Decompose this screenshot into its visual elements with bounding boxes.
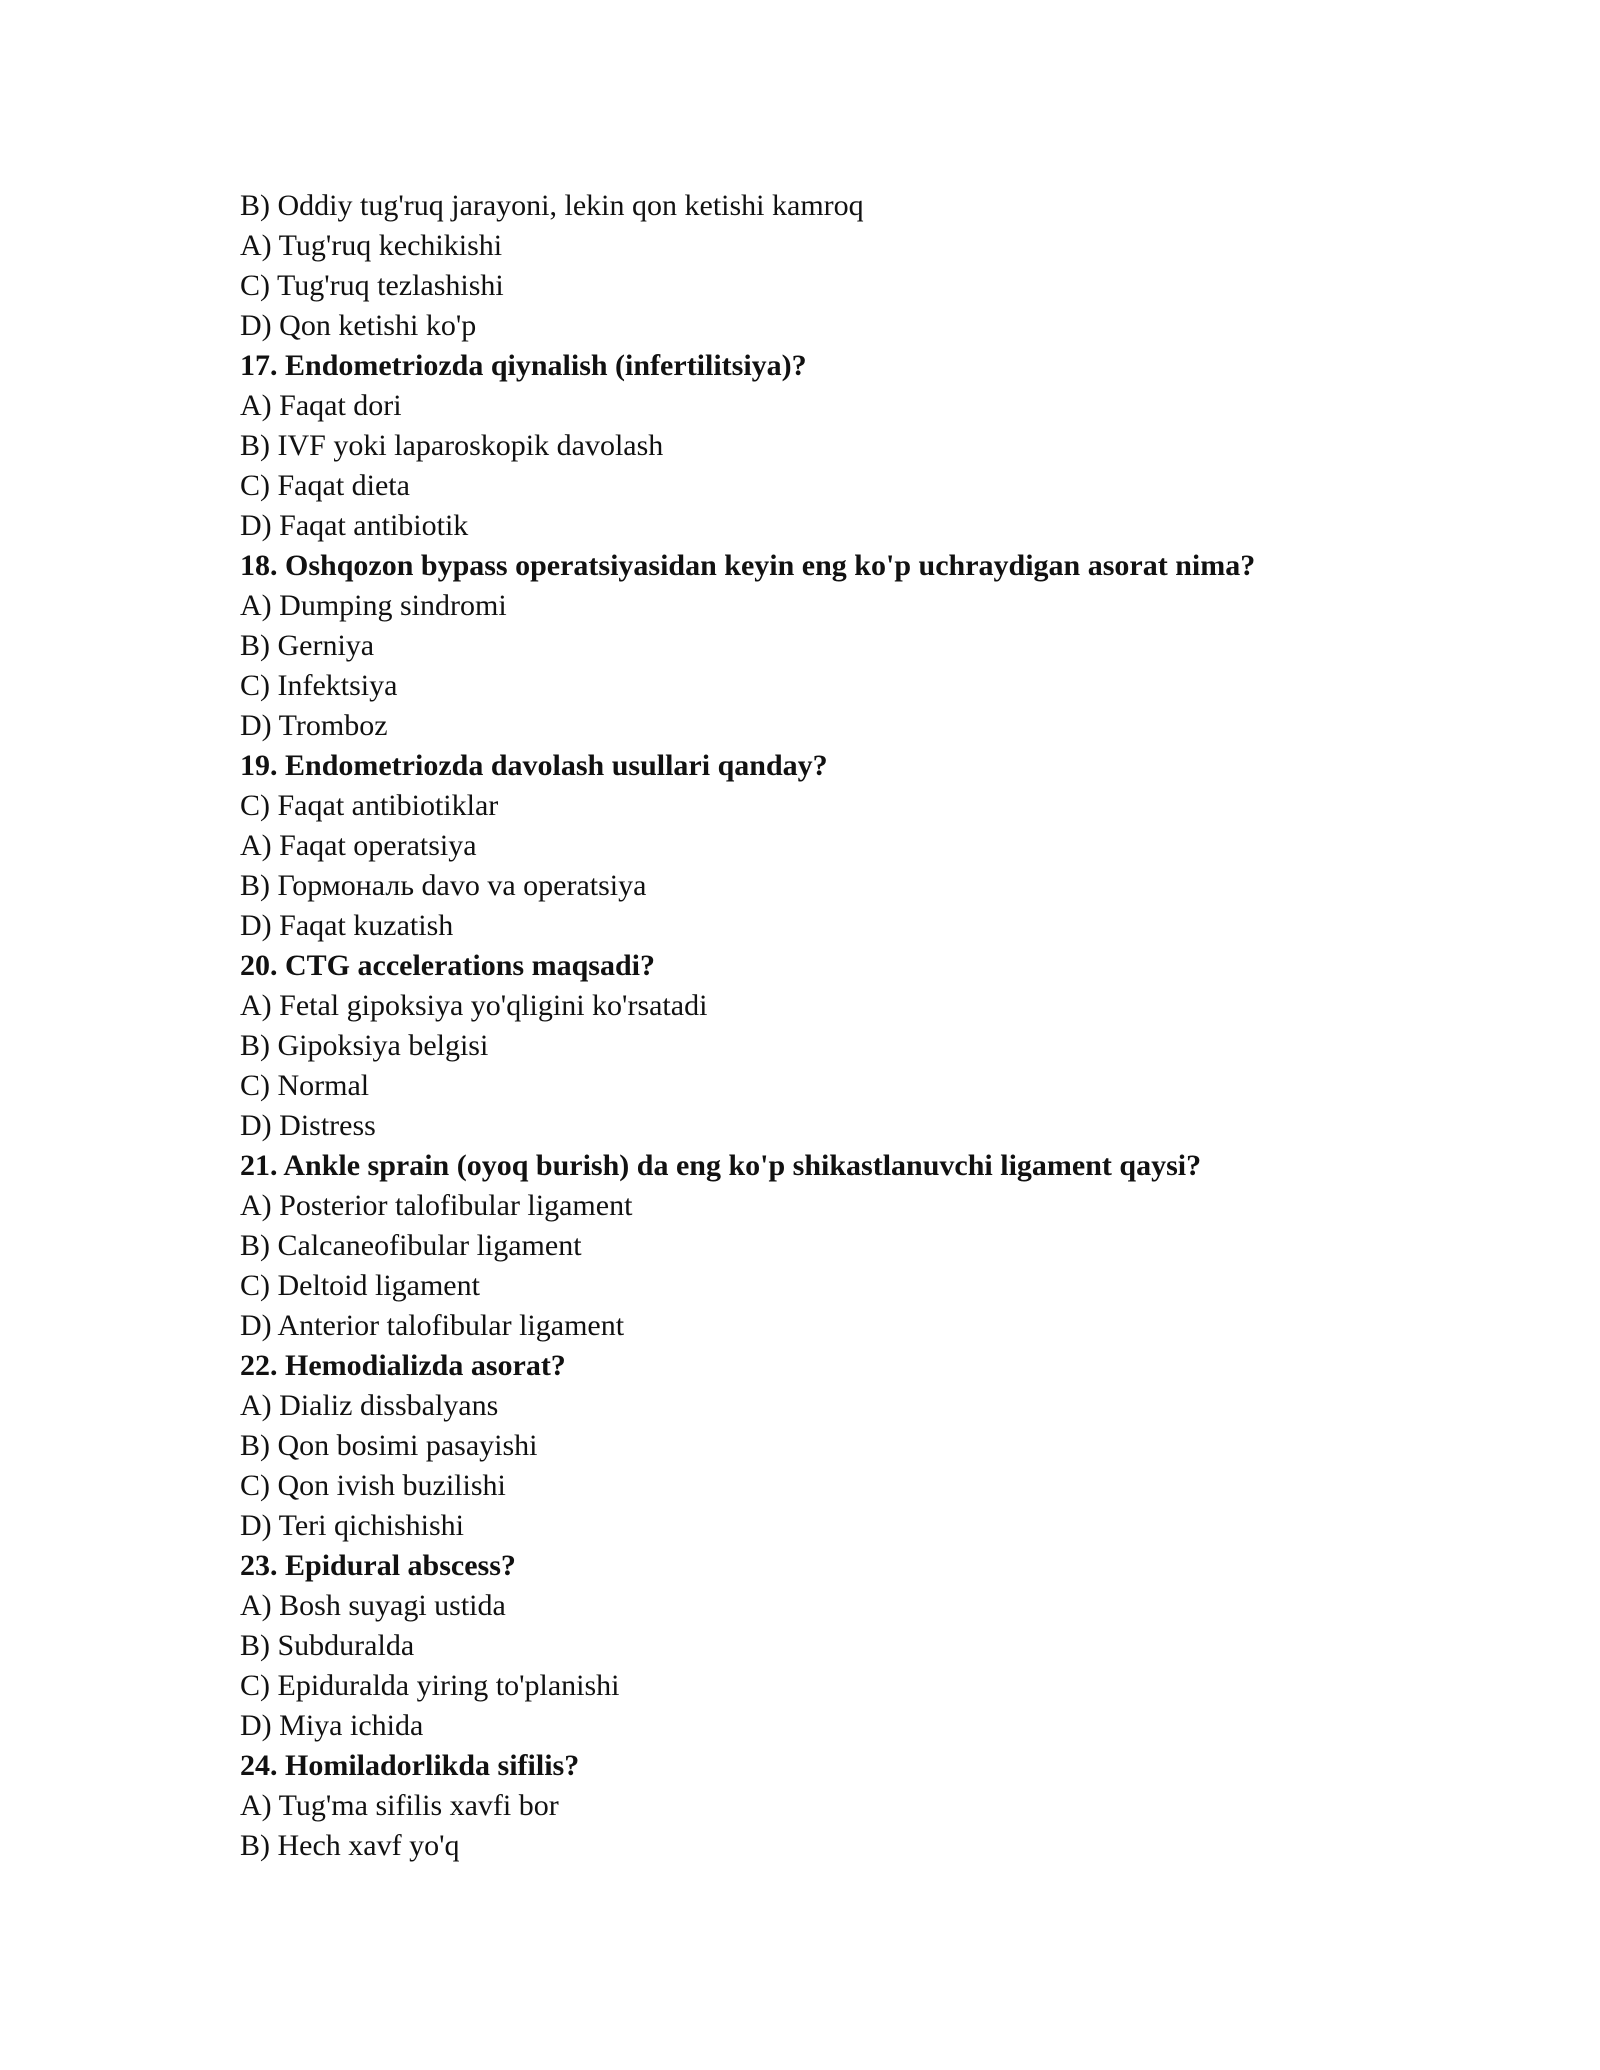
question-heading: 20. CTG accelerations maqsadi? (240, 949, 655, 982)
answer-option: C) Faqat dieta (240, 469, 410, 502)
answer-option: A) Faqat operatsiya (240, 829, 477, 862)
document-content (240, 186, 1400, 1866)
answer-option: A) Fetal gipoksiya yo'qligini ko'rsatadi (240, 989, 708, 1022)
answer-option: C) Deltoid ligament (240, 1269, 480, 1302)
question-heading: 17. Endometriozda qiynalish (infertilitsiya)? (240, 349, 807, 382)
question-heading: 19. Endometriozda davolash usullari qanday? (240, 749, 828, 782)
answer-option: A) Tug'ma sifilis xavfi bor (240, 1789, 559, 1822)
answer-option: A) Faqat dori (240, 389, 402, 422)
answer-option: C) Normal (240, 1069, 370, 1102)
answer-option: C) Tug'ruq tezlashishi (240, 269, 504, 302)
answer-option: B) Гормональ davo va operatsiya (240, 869, 647, 902)
question-heading: 22. Hemodializda asorat? (240, 1349, 566, 1382)
answer-option: D) Teri qichishishi (240, 1509, 464, 1542)
answer-option: B) Hech xavf yo'q (240, 1829, 460, 1862)
question-heading: 23. Epidural abscess? (240, 1549, 516, 1582)
answer-option: C) Epiduralda yiring to'planishi (240, 1669, 620, 1702)
answer-option: D) Faqat kuzatish (240, 909, 454, 942)
question-heading: 21. Ankle sprain (oyoq burish) da eng ko'p shikastlanuvchi ligament qaysi? (240, 1149, 1202, 1182)
answer-option: B) Gerniya (240, 629, 375, 662)
answer-option: D) Distress (240, 1109, 376, 1142)
answer-option: D) Faqat antibiotik (240, 509, 469, 542)
answer-option: A) Dumping sindromi (240, 589, 507, 622)
answer-option: A) Dializ dissbalyans (240, 1389, 499, 1422)
answer-option: D) Tromboz (240, 709, 388, 742)
answer-option: B) Oddiy tug'ruq jarayoni, lekin qon ketishi kamroq (240, 189, 864, 222)
answer-option: A) Posterior talofibular ligament (240, 1189, 633, 1222)
answer-option: A) Bosh suyagi ustida (240, 1589, 506, 1622)
answer-option: A) Tug'ruq kechikishi (240, 229, 503, 262)
answer-option: D) Qon ketishi ko'p (240, 309, 477, 342)
answer-option: D) Anterior talofibular ligament (240, 1309, 625, 1342)
question-heading: 24. Homiladorlikda sifilis? (240, 1749, 580, 1782)
question-heading: 18. Oshqozon bypass operatsiyasidan keyin eng ko'p uchraydigan asorat nima? (240, 549, 1256, 582)
answer-option: C) Faqat antibiotiklar (240, 789, 499, 822)
answer-option: B) IVF yoki laparoskopik davolash (240, 429, 664, 462)
answer-option: D) Miya ichida (240, 1709, 424, 1742)
answer-option: C) Infektsiya (240, 669, 398, 702)
answer-option: B) Subduralda (240, 1629, 415, 1662)
answer-option: B) Calcaneofibular ligament (240, 1229, 582, 1262)
answer-option: C) Qon ivish buzilishi (240, 1469, 506, 1502)
answer-option: B) Gipoksiya belgisi (240, 1029, 489, 1062)
answer-option: B) Qon bosimi pasayishi (240, 1429, 538, 1462)
